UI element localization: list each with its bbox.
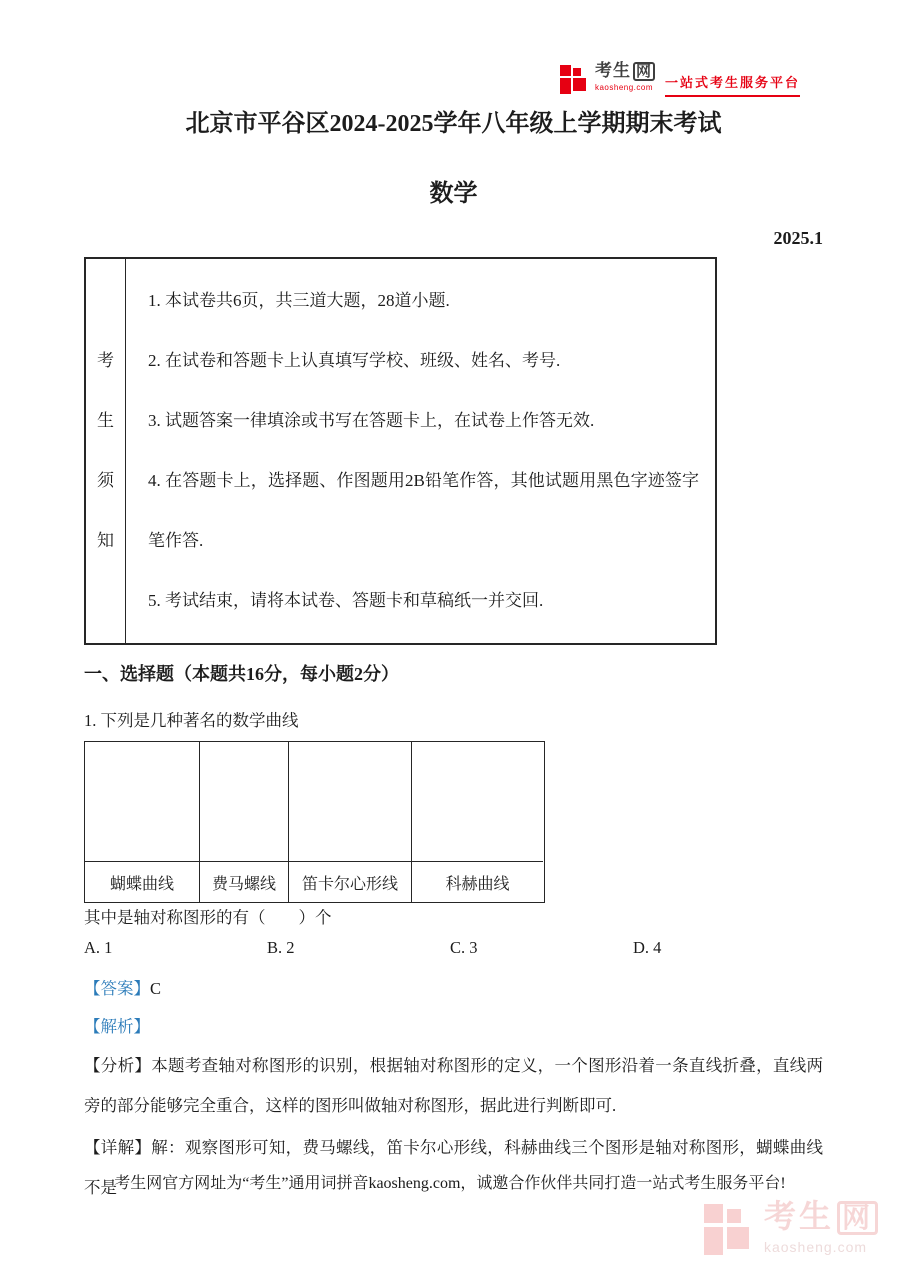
brand-name-main: 考生 [594, 61, 631, 80]
options-row [84, 936, 823, 960]
brand-blocks-icon [560, 62, 590, 94]
answer-value: C [150, 979, 162, 998]
brand-text [595, 62, 655, 92]
exam-title: 北京市平谷区2024-2025学年八年级上学期期末考试 [185, 111, 722, 137]
analysis-tag: 【分析】 [84, 1056, 152, 1075]
answer-tag: 【答案】 [84, 979, 150, 998]
curve-cell [85, 742, 200, 862]
curve-label: 费马螺线 [200, 862, 289, 902]
watermark-logo [704, 1200, 878, 1260]
header-brand-logo [560, 62, 800, 97]
notice-item: 2. 在试卷和答题卡上认真填写学校、班级、姓名、考号. [148, 351, 561, 370]
detail-text: 解：观察图形可知，费马螺线，笛卡尔心形线，科赫曲线三个图形是轴对称图形，蝴蝶曲线不是 [84, 1138, 824, 1197]
option-c: C. 3 [450, 938, 478, 957]
exam-subject: 数学 [429, 181, 478, 207]
analysis-text: 本题考查轴对称图形的识别，根据轴对称图形的定义，一个图形沿着一条直线折叠，直线两旁的部分能够完全重合，这样的图形叫做轴对称图形，据此进行判断即可. [84, 1056, 824, 1115]
brand-name-boxed-char: 网 [633, 62, 655, 81]
question-stem: 其中是轴对称图形的有（ ）个 [84, 908, 332, 927]
exam-date: 2025.1 [773, 228, 823, 248]
jiexi-tag: 【解析】 [84, 1017, 150, 1036]
answer-line [84, 976, 823, 1002]
butterfly-curve-image [421, 747, 535, 857]
notice-side-label [86, 259, 126, 643]
curve-cell [412, 742, 543, 862]
notice-item: 5. 考试结束，请将本试卷、答题卡和草稿纸一并交回. [148, 591, 544, 610]
brand-name [595, 62, 655, 81]
option-a: A. 1 [84, 938, 113, 957]
footer-note: 考生网官方网址为“考生”通用词拼音kaosheng.com，诚邀合作伙伴共同打造一站式考生服务平台! [114, 1175, 786, 1192]
curve-cell [200, 742, 289, 862]
brand-tagline: 一站式考生服务平台 [665, 72, 800, 97]
curves-table [84, 741, 545, 903]
koch-snowflake-image [300, 749, 400, 855]
detail-tag: 【详解】 [84, 1138, 152, 1157]
curve-label: 笛卡尔心形线 [289, 862, 412, 902]
notice-side-char: 考 [97, 351, 114, 370]
notice-table [84, 257, 717, 645]
watermark-blocks-icon [704, 1200, 756, 1260]
notice-item: 4. 在答题卡上，选择题、作图题用2B铅笔作答，其他试题用黑色字迹签字笔作答. [148, 471, 699, 550]
question-number-text: 1. 下列是几种著名的数学曲线 [84, 711, 299, 730]
cardioid-heart-image [204, 752, 284, 852]
option-d: D. 4 [633, 938, 662, 957]
watermark-domain: kaosheng.com [763, 1239, 868, 1255]
notice-side-char: 知 [97, 531, 114, 550]
jiexi-line [84, 1014, 823, 1040]
curve-label: 科赫曲线 [445, 875, 510, 893]
analysis-paragraph [84, 1046, 823, 1126]
curve-label: 蝴蝶曲线 [85, 862, 200, 902]
notice-side-char: 生 [97, 411, 114, 430]
watermark-text [764, 1200, 878, 1254]
brand-domain: kaosheng.com [594, 83, 653, 92]
notice-items [126, 259, 715, 643]
watermark-name-main: 考生 [763, 1198, 834, 1234]
option-b: B. 2 [267, 938, 295, 957]
fermat-spiral-image [90, 750, 194, 854]
watermark-name-boxed-char: 网 [837, 1201, 878, 1235]
watermark-brand-name [764, 1200, 878, 1235]
notice-item: 1. 本试卷共6页，共三道大题，28道小题. [148, 291, 450, 310]
detail-paragraph [84, 1128, 823, 1208]
notice-item: 3. 试题答案一律填涂或书写在答题卡上，在试卷上作答无效. [148, 411, 595, 430]
section-heading: 一、选择题（本题共16分，每小题2分） [84, 664, 399, 684]
notice-side-char: 须 [97, 471, 114, 490]
curve-cell [289, 742, 412, 862]
